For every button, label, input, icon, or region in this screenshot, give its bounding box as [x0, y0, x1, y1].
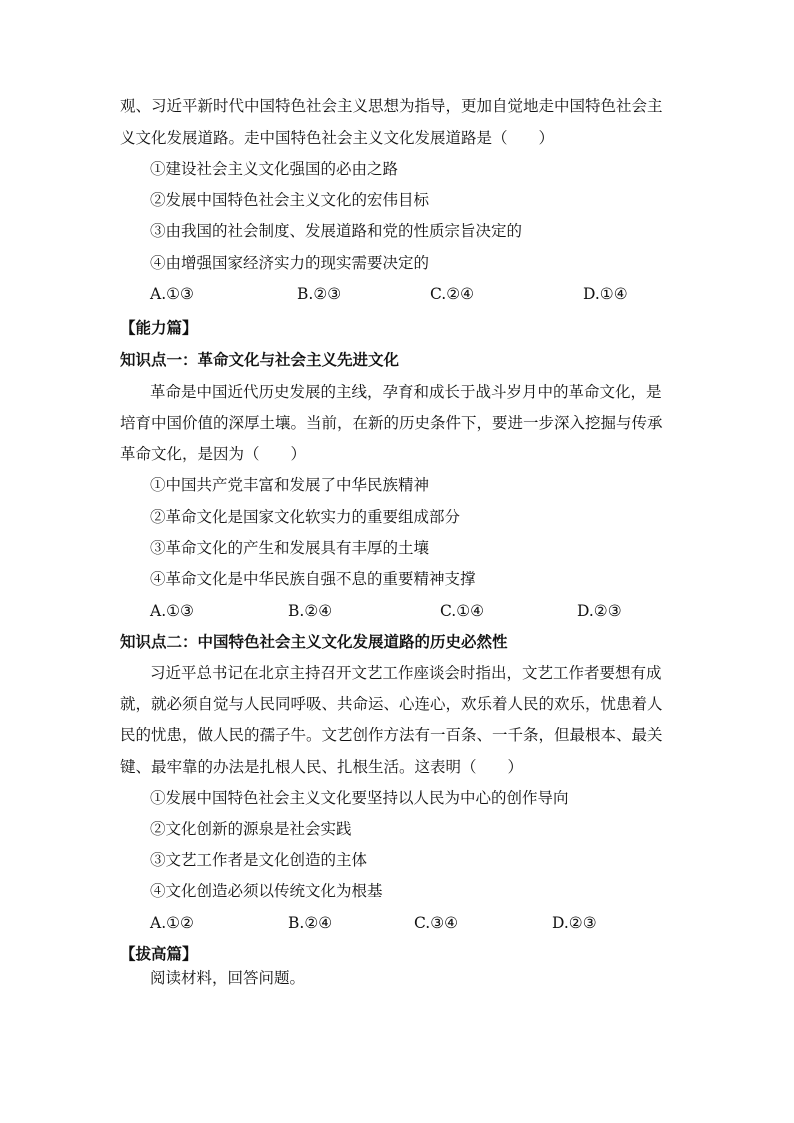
q1-option-b: B.②③ — [297, 285, 342, 303]
advanced-instruction: 阅读材料，回答问题。 — [150, 969, 306, 987]
q1-stem-line-2: 义文化发展道路。走中国特色社会主义文化发展道路是（ ） — [120, 129, 555, 147]
kp1-statement-3: ③革命文化的产生和发展具有丰厚的土壤 — [150, 539, 430, 557]
kp1-statement-1: ①中国共产党丰富和发展了中华民族精神 — [150, 476, 430, 494]
q1-option-a: A.①③ — [150, 285, 194, 303]
kp1-stem-line-1: 革命是中国近代历史发展的主线，孕育和成长于战斗岁月中的革命文化，是 — [150, 383, 662, 401]
kp2-option-c: C.③④ — [414, 914, 459, 932]
kp2-stem-line-3: 民的忧患，做人民的孺子牛。文艺创作方法有一百条、一千条，但最根本、最关 — [120, 726, 663, 744]
kp2-option-a: A.①② — [150, 914, 194, 932]
q1-stem-line-1: 观、习近平新时代中国特色社会主义思想为指导，更加自觉地走中国特色社会主 — [120, 97, 663, 115]
kp2-stem-line-4: 键、最牢靠的办法是扎根人民、扎根生活。这表明（ ） — [120, 758, 524, 776]
kp2-stem-line-1: 习近平总书记在北京主持召开文艺工作座谈会时指出，文艺工作者要想有成 — [150, 664, 662, 682]
kp2-statement-2: ②文化创新的源泉是社会实践 — [150, 820, 352, 838]
section-advanced-heading: 【拔高篇】 — [120, 944, 198, 963]
kp1-stem-line-3: 革命文化，是因为（ ） — [120, 445, 307, 463]
kp1-option-b: B.②④ — [288, 602, 333, 620]
kp1-statement-2: ②革命文化是国家文化软实力的重要组成部分 — [150, 508, 461, 526]
kp1-option-c: C.①④ — [440, 602, 485, 620]
section-ability-heading: 【能力篇】 — [120, 318, 198, 337]
kp2-statement-1: ①发展中国特色社会主义文化要坚持以人民为中心的创作导向 — [150, 789, 569, 807]
q1-option-d: D.①④ — [583, 285, 628, 303]
kp2-title: 知识点二：中国特色社会主义文化发展道路的历史必然性 — [120, 632, 508, 651]
q1-statement-1: ①建设社会主义文化强国的必由之路 — [150, 160, 399, 178]
kp1-stem-line-2: 培育中国价值的深厚土壤。当前，在新的历史条件下，要进一步深入挖掘与传承 — [120, 414, 663, 432]
kp2-option-b: B.②④ — [288, 914, 333, 932]
kp1-statement-4: ④革命文化是中华民族自强不息的重要精神支撑 — [150, 570, 476, 588]
kp1-option-a: A.①③ — [150, 602, 194, 620]
kp2-stem-line-2: 就，就必须自觉与人民同呼吸、共命运、心连心，欢乐着人民的欢乐，忧患着人 — [120, 695, 663, 713]
kp2-statement-4: ④文化创造必须以传统文化为根基 — [150, 882, 383, 900]
q1-statement-3: ③由我国的社会制度、发展道路和党的性质宗旨决定的 — [150, 222, 523, 240]
kp2-statement-3: ③文艺工作者是文化创造的主体 — [150, 851, 368, 869]
q1-option-c: C.②④ — [430, 285, 475, 303]
q1-statement-4: ④由增强国家经济实力的现实需要决定的 — [150, 254, 430, 272]
kp1-title: 知识点一：革命文化与社会主义先进文化 — [120, 350, 400, 369]
kp2-option-d: D.②③ — [552, 914, 597, 932]
kp1-option-d: D.②③ — [577, 602, 622, 620]
q1-statement-2: ②发展中国特色社会主义文化的宏伟目标 — [150, 191, 430, 209]
